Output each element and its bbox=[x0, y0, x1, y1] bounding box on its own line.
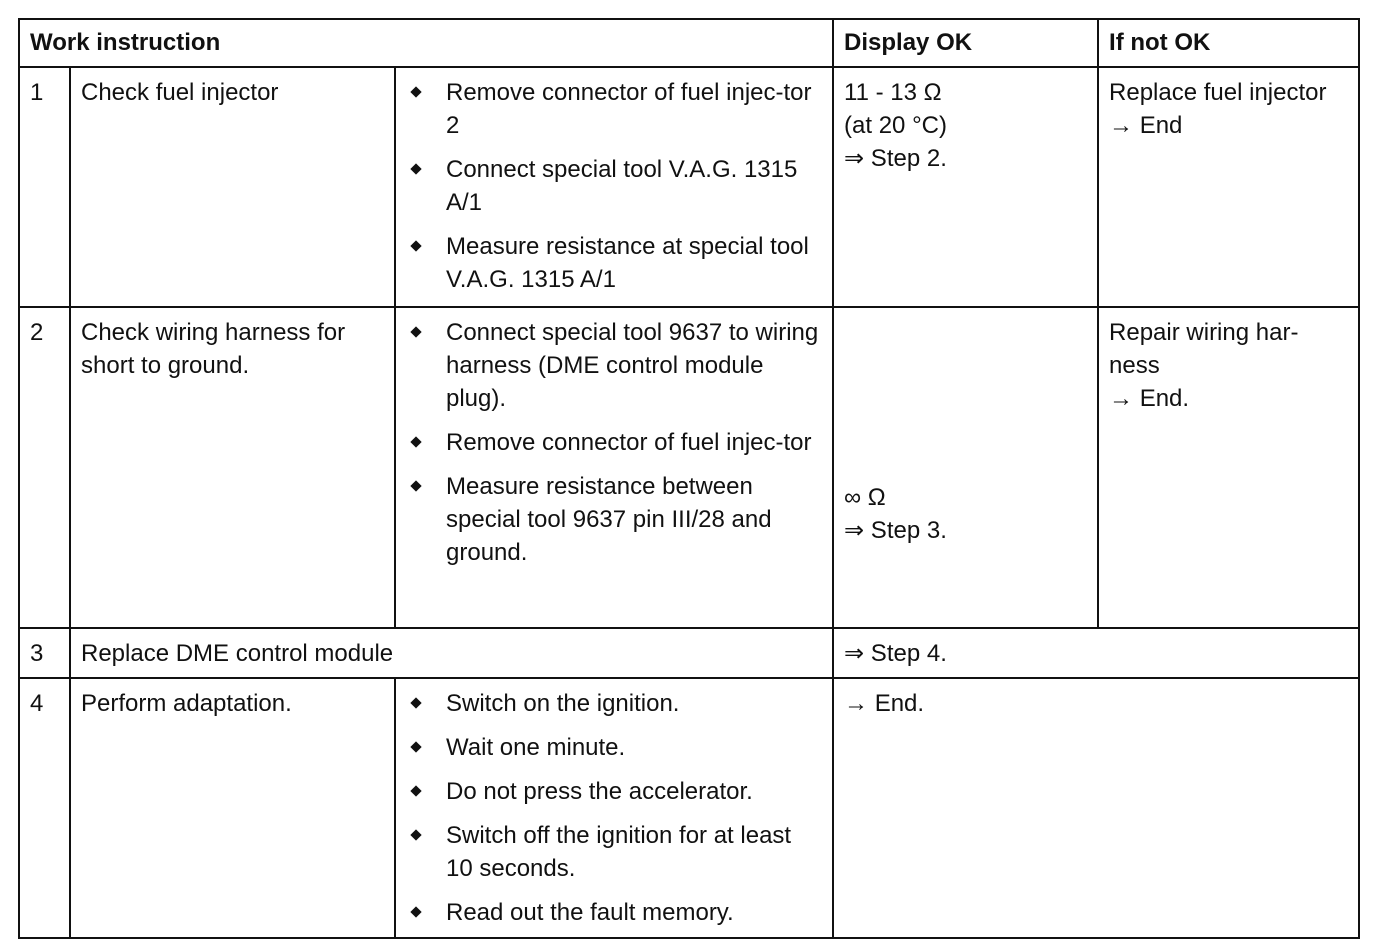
list-item: Do not press the accelerator. bbox=[406, 775, 820, 808]
header-work-instruction: Work instruction bbox=[19, 19, 833, 67]
table-row bbox=[19, 307, 1359, 628]
list-item: Wait one minute. bbox=[406, 731, 820, 764]
step-number: 4 bbox=[19, 678, 70, 938]
table-row bbox=[19, 678, 1359, 938]
display-ok-cell: → End. bbox=[833, 678, 1359, 938]
if-not-ok-cell bbox=[1098, 67, 1359, 307]
list-item: Measure resistance at special tool V.A.G. 1315 A/1 bbox=[406, 230, 820, 296]
diamond-bullet-icon bbox=[410, 240, 421, 251]
display-ok-value: ∞ Ω bbox=[844, 484, 886, 511]
if-not-ok-cell bbox=[1098, 307, 1359, 628]
steps-cell bbox=[395, 678, 833, 938]
display-ok-cell: ⇒ Step 4. bbox=[833, 628, 1359, 678]
diamond-bullet-icon bbox=[410, 785, 421, 796]
table-row bbox=[19, 628, 1359, 678]
if-not-ok-action: Replace fuel injector bbox=[1109, 79, 1327, 106]
task-cell: Check wiring harness for short to ground. bbox=[70, 307, 395, 628]
list-item: Connect special tool 9637 to wiring harness (DME control module plug). bbox=[406, 316, 820, 415]
step-number: 1 bbox=[19, 67, 70, 307]
task-cell: Perform adaptation. bbox=[70, 678, 395, 938]
diamond-bullet-icon bbox=[410, 436, 421, 447]
list-item: Read out the fault memory. bbox=[406, 896, 820, 929]
steps-cell bbox=[395, 67, 833, 307]
table-row bbox=[19, 67, 1359, 307]
if-not-ok-next: → End bbox=[1109, 112, 1183, 139]
task-cell: Check fuel injector bbox=[70, 67, 395, 307]
diamond-bullet-icon bbox=[410, 326, 421, 337]
display-ok-value: 11 - 13 Ω bbox=[844, 79, 942, 106]
list-item: Switch on the ignition. bbox=[406, 687, 820, 720]
list-item: Remove connector of fuel injec-tor bbox=[406, 426, 820, 459]
step-number: 2 bbox=[19, 307, 70, 628]
list-item: Measure resistance between special tool 9637 pin III/28 and ground. bbox=[406, 470, 820, 569]
header-display-ok: Display OK bbox=[833, 19, 1098, 67]
header-if-not-ok: If not OK bbox=[1098, 19, 1359, 67]
diamond-bullet-icon bbox=[410, 163, 421, 174]
display-ok-cell bbox=[833, 307, 1098, 628]
header-row bbox=[19, 19, 1359, 67]
list-item: Remove connector of fuel injec-tor 2 bbox=[406, 76, 820, 142]
if-not-ok-next: → End. bbox=[1109, 385, 1190, 412]
work-instruction-table bbox=[18, 18, 1360, 939]
diamond-bullet-icon bbox=[410, 697, 421, 708]
diamond-bullet-icon bbox=[410, 741, 421, 752]
list-item: Switch off the ignition for at least 10 seconds. bbox=[406, 819, 820, 885]
task-cell: Replace DME control module bbox=[70, 628, 833, 678]
display-ok-next-step: ⇒ Step 3. bbox=[844, 517, 947, 544]
steps-cell bbox=[395, 307, 833, 628]
list-item: Connect special tool V.A.G. 1315 A/1 bbox=[406, 153, 820, 219]
diamond-bullet-icon bbox=[410, 86, 421, 97]
step-number: 3 bbox=[19, 628, 70, 678]
diamond-bullet-icon bbox=[410, 906, 421, 917]
display-ok-cell bbox=[833, 67, 1098, 307]
if-not-ok-action: Repair wiring har-ness bbox=[1109, 319, 1299, 379]
display-ok-condition: (at 20 °C) bbox=[844, 112, 947, 139]
display-ok-next-step: ⇒ Step 2. bbox=[844, 145, 947, 172]
diamond-bullet-icon bbox=[410, 829, 421, 840]
diamond-bullet-icon bbox=[410, 480, 421, 491]
